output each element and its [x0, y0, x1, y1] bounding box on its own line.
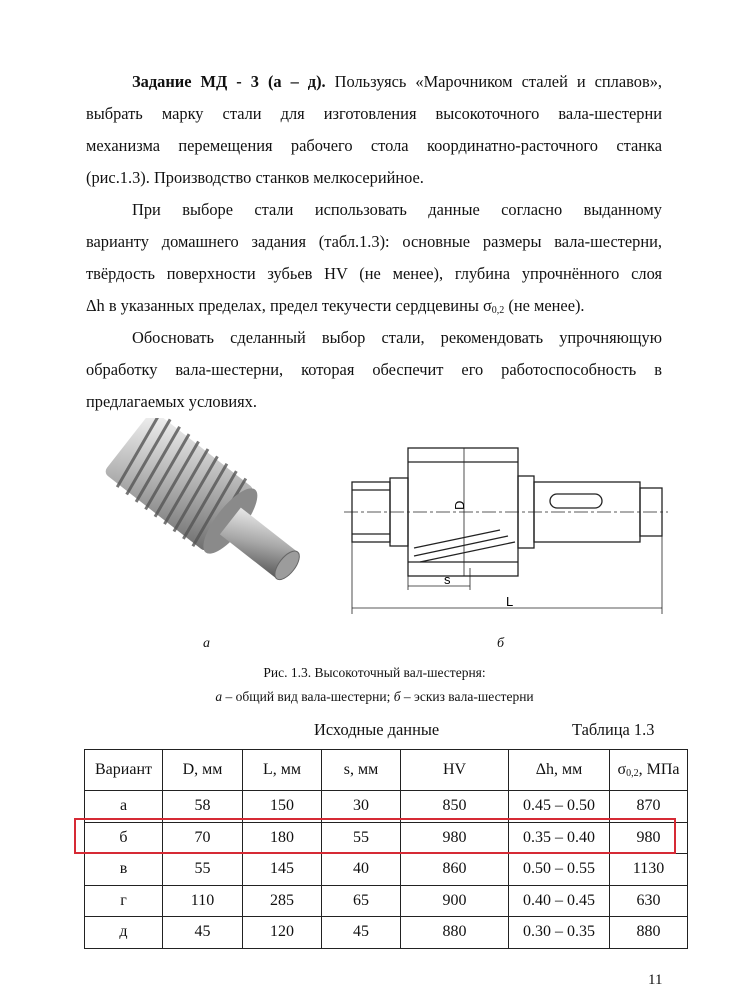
cell: 880 [610, 917, 688, 949]
cell: 900 [401, 885, 509, 917]
header-sigma: $\sigma_{0,2}$, МПа [610, 750, 688, 791]
cell: 40 [322, 854, 401, 886]
instruction-line-3: твёрдость поверхности зубьев HV (не менее), глубина упрочнённого слоя [86, 264, 662, 283]
task-paragraph [86, 66, 662, 194]
task-heading: Задание МД - 3 (а – д). [132, 72, 326, 91]
cell: 180 [243, 822, 322, 854]
cell: а [85, 791, 163, 823]
cell: 0.35 – 0.40 [509, 822, 610, 854]
cell: 58 [163, 791, 243, 823]
cell: 145 [243, 854, 322, 886]
table-row [85, 885, 688, 917]
cell: д [85, 917, 163, 949]
cell: г [85, 885, 163, 917]
cell: 45 [322, 917, 401, 949]
figure-subcaption: а – общий вид вала-шестерни; б – эскиз вала-шестерни [215, 689, 534, 704]
figure-caption: Рис. 1.3. Высокоточный вал-шестерня: [263, 665, 486, 680]
instruction-line-1: При выборе стали использовать данные согласно выданному [132, 200, 662, 219]
cell: 55 [163, 854, 243, 886]
figure-label-b: б [497, 636, 505, 651]
header-L: L, мм [243, 750, 322, 791]
cell: 120 [243, 917, 322, 949]
header-HV: HV [401, 750, 509, 791]
header-D: D, мм [163, 750, 243, 791]
cell: в [85, 854, 163, 886]
cell: 630 [610, 885, 688, 917]
cell: 870 [610, 791, 688, 823]
table-row [85, 854, 688, 886]
page-number: 11 [648, 972, 663, 988]
table-row [85, 917, 688, 949]
task-line-4: (рис.1.3). Производство станков мелкосерийное. [86, 168, 424, 187]
cell: 65 [322, 885, 401, 917]
header-variant: Вариант [85, 750, 163, 791]
cell: 0.50 – 0.55 [509, 854, 610, 886]
figure-label-a: а [203, 636, 210, 651]
dim-L-label: L [506, 594, 514, 609]
cell: 30 [322, 791, 401, 823]
task-line-1: Задание МД - 3 (а – д). Пользуясь «Марочником сталей и сплавов», [132, 72, 662, 91]
header-dh: Δh, мм [509, 750, 610, 791]
gear-shaft-3d-illustration [90, 418, 320, 608]
table-number: Таблица 1.3 [572, 720, 655, 739]
cell: 45 [163, 917, 243, 949]
dim-D-label: D [452, 500, 467, 510]
cell: 1130 [610, 854, 688, 886]
cell: 860 [401, 854, 509, 886]
cell: 285 [243, 885, 322, 917]
table-title: Исходные данные [314, 720, 440, 739]
cell: 850 [401, 791, 509, 823]
dim-s-label: s [444, 572, 451, 587]
instruction-line-4: Δh в указанных пределах, предел текучести сердцевины $\sigma_{0,2}$ (не менее). [86, 296, 585, 316]
cell: 55 [322, 822, 401, 854]
cell: 980 [610, 822, 688, 854]
selected-variant-highlight [74, 818, 676, 854]
table-header-row [85, 750, 688, 791]
task-line-3: механизма перемещения рабочего стола координатно-расточного станка [86, 136, 662, 155]
cell: 0.45 – 0.50 [509, 791, 610, 823]
cell: 880 [401, 917, 509, 949]
justify-paragraph [86, 322, 662, 418]
cell: 110 [163, 885, 243, 917]
cell: 0.40 – 0.45 [509, 885, 610, 917]
gear-shaft-sketch [340, 438, 670, 618]
justify-line-1: Обосновать сделанный выбор стали, рекомендовать упрочняющую [132, 328, 662, 347]
task-line-2: выбрать марку стали для изготовления высокоточного вала-шестерни [86, 104, 662, 123]
justify-line-2: обработку вала-шестерни, которая обеспечит его работоспособность в [86, 360, 662, 379]
instruction-paragraph [86, 194, 662, 327]
cell: б [85, 822, 163, 854]
cell: 0.30 – 0.35 [509, 917, 610, 949]
justify-line-3: предлагаемых условиях. [86, 392, 257, 411]
header-s: s, мм [322, 750, 401, 791]
cell: 70 [163, 822, 243, 854]
instruction-line-2: варианту домашнего задания (табл.1.3): основные размеры вала-шестерни, [86, 232, 662, 251]
cell: 980 [401, 822, 509, 854]
cell: 150 [243, 791, 322, 823]
